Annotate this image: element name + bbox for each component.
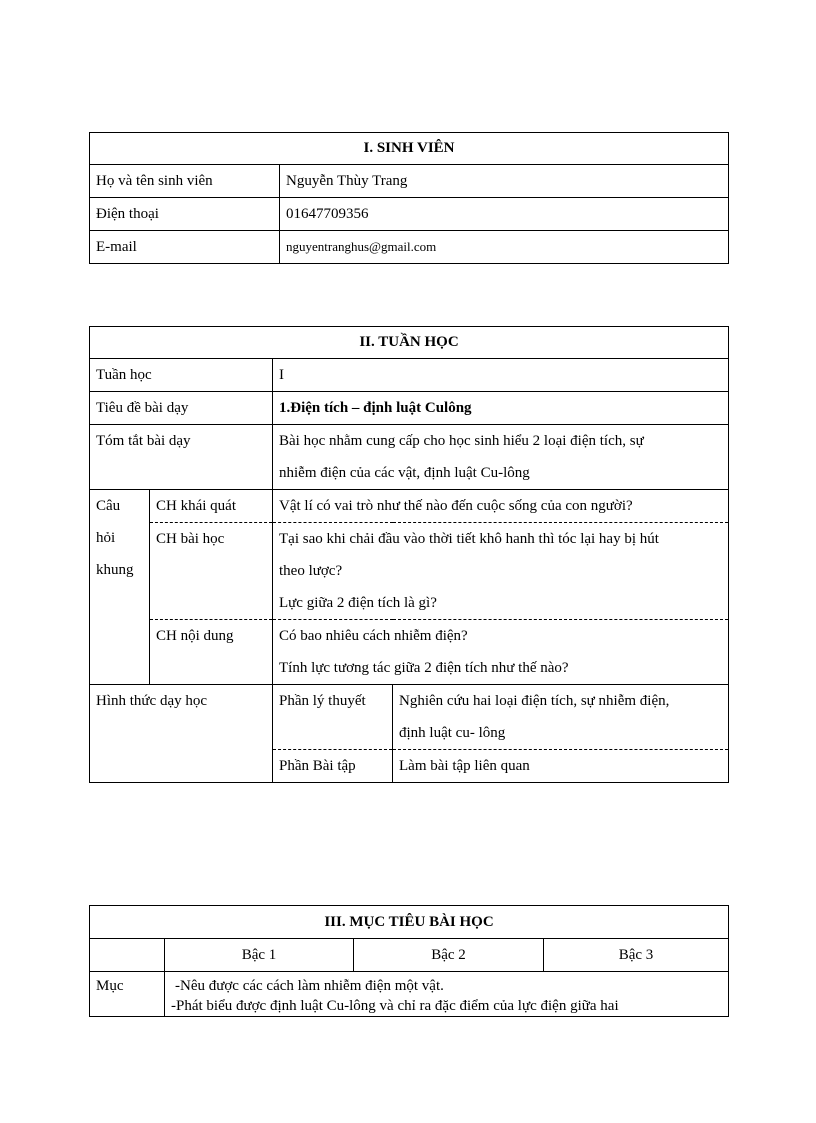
framework-label-line: khung — [96, 562, 134, 578]
week-label: Tuần học — [90, 359, 273, 392]
framework-label-line: Câu — [96, 498, 121, 514]
ch-bai-hoc-line: Lực giữa 2 điện tích là gì? — [279, 595, 437, 611]
ch-bai-hoc-line: Tại sao khi chải đầu vào thời tiết khô hanh thì tóc lại hay bị hút — [279, 531, 659, 547]
teaching-form-label: Hình thức dạy học — [90, 685, 273, 783]
objectives-section-title: III. MỤC TIÊU BÀI HỌC — [90, 906, 729, 939]
table-row — [90, 939, 729, 972]
ch-noi-dung-label: CH nội dung — [150, 620, 273, 685]
exercise-label: Phần Bài tập — [273, 750, 393, 783]
table-row — [90, 165, 729, 198]
ch-noi-dung-value — [273, 620, 729, 685]
table-row — [90, 490, 729, 523]
table-row — [90, 392, 729, 425]
table-row — [90, 523, 729, 620]
table-row — [90, 231, 729, 264]
ch-bai-hoc-label: CH bài học — [150, 523, 273, 620]
level-2-header: Bậc 2 — [354, 939, 544, 972]
level-1-header: Bậc 1 — [165, 939, 354, 972]
phone-label: Điện thoại — [90, 198, 280, 231]
objective-line: -Nêu được các cách làm nhiễm điện một vật. — [175, 978, 444, 994]
student-table — [89, 132, 729, 264]
theory-value — [393, 685, 729, 750]
week-section-title: II. TUẦN HỌC — [90, 327, 729, 359]
summary-label: Tóm tắt bài dạy — [90, 425, 273, 490]
ch-khai-quat-label: CH khái quát — [150, 490, 273, 523]
ch-bai-hoc-value — [273, 523, 729, 620]
ch-bai-hoc-line: theo lược? — [279, 563, 343, 579]
table-row — [90, 972, 729, 1017]
table-row — [90, 198, 729, 231]
email-label: E-mail — [90, 231, 280, 264]
table-row — [90, 425, 729, 490]
table-row — [90, 620, 729, 685]
objective-row-label: Mục — [90, 972, 165, 1017]
ch-noi-dung-line: Có bao nhiêu cách nhiễm điện? — [279, 628, 468, 644]
level-3-header: Bậc 3 — [544, 939, 729, 972]
objective-line: -Phát biểu được định luật Cu-lông và chỉ ra đặc điểm của lực điện giữa hai — [171, 998, 619, 1014]
empty-cell — [90, 939, 165, 972]
week-table — [89, 326, 729, 783]
summary-value — [273, 425, 729, 490]
summary-line: Bài học nhằm cung cấp cho học sinh hiểu 2 loại điện tích, sự — [279, 433, 644, 449]
ch-noi-dung-line: Tính lực tương tác giữa 2 điện tích như thế nào? — [279, 660, 569, 676]
week-value: I — [273, 359, 729, 392]
student-section-title: I. SINH VIÊN — [90, 133, 729, 165]
framework-label — [90, 490, 150, 685]
objective-content — [165, 972, 729, 1017]
framework-label-line: hỏi — [96, 530, 116, 546]
table-row — [90, 685, 729, 750]
objectives-table — [89, 905, 729, 1017]
theory-label: Phần lý thuyết — [273, 685, 393, 750]
table-row — [90, 359, 729, 392]
email-value: nguyentranghus@gmail.com — [280, 231, 729, 264]
phone-value: 01647709356 — [280, 198, 729, 231]
theory-line: Nghiên cứu hai loại điện tích, sự nhiễm điện, — [399, 693, 670, 709]
name-value: Nguyễn Thùy Trang — [280, 165, 729, 198]
ch-khai-quat-value: Vật lí có vai trò như thế nào đến cuộc sống của con người? — [273, 490, 729, 523]
theory-line: định luật cu- lông — [399, 725, 506, 741]
lesson-title-label: Tiêu đề bài dạy — [90, 392, 273, 425]
summary-line: nhiễm điện của các vật, định luật Cu-lông — [279, 465, 530, 481]
name-label: Họ và tên sinh viên — [90, 165, 280, 198]
lesson-title-value: 1.Điện tích – định luật Culông — [273, 392, 729, 425]
exercise-value: Làm bài tập liên quan — [393, 750, 729, 783]
